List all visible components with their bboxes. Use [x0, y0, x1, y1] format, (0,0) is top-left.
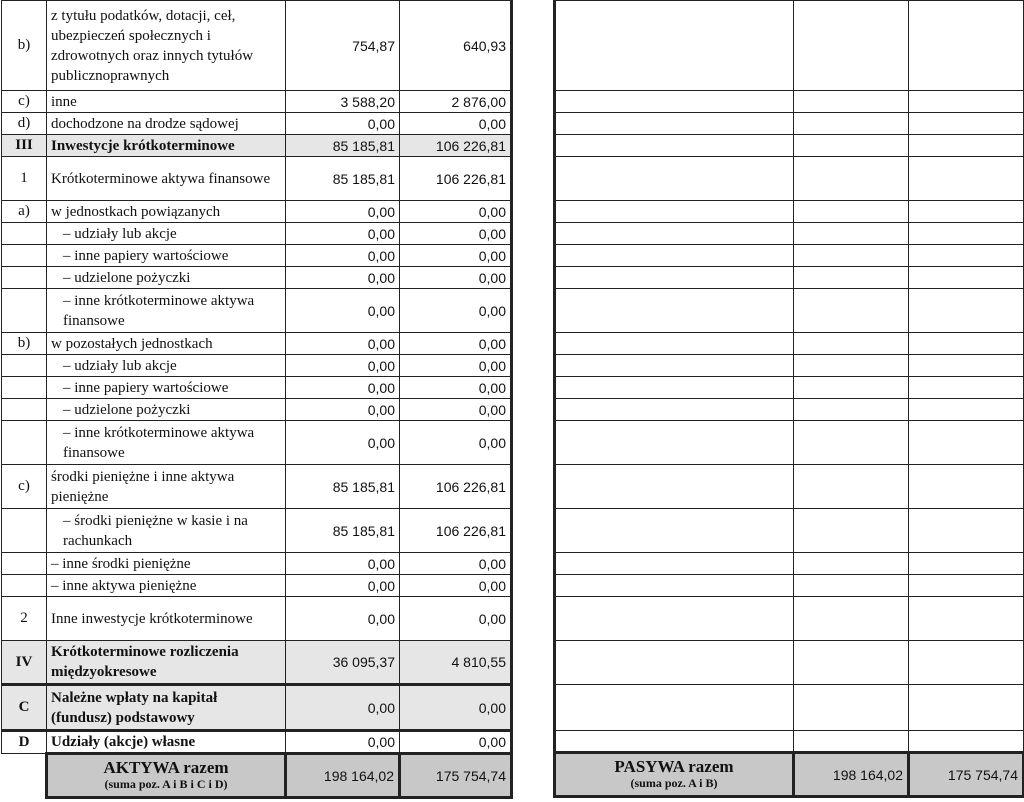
empty-cell: [794, 553, 909, 575]
table-row: [555, 289, 1024, 333]
value-previous: 0,00: [400, 245, 512, 267]
empty-cell: [794, 685, 909, 731]
value-previous: 0,00: [400, 575, 512, 597]
table-row: [555, 509, 1024, 553]
table-row: [2, 597, 512, 641]
table-row: [555, 553, 1024, 575]
empty-cell: [794, 641, 909, 685]
assets-total-title: AKTYWA razem: [103, 757, 229, 777]
value-current: 85 185,81: [286, 465, 400, 509]
value-current: 0,00: [286, 267, 400, 289]
row-description: [47, 377, 286, 399]
value-current: 0,00: [286, 223, 400, 245]
row-description: dochodzone na drodze sądowej: [47, 113, 286, 135]
empty-cell: [909, 575, 1024, 597]
table-row: [2, 223, 512, 245]
value-current: 85 185,81: [286, 157, 400, 201]
table-row: [2, 685, 512, 731]
row-label: IV: [2, 641, 47, 685]
row-description: [47, 399, 286, 421]
liabilities-table: [553, 0, 1024, 798]
value-current: 0,00: [286, 597, 400, 641]
empty-cell: [794, 465, 909, 509]
value-current: 0,00: [286, 289, 400, 333]
table-row: [2, 201, 512, 223]
row-label: c): [2, 91, 47, 113]
value-previous: 0,00: [400, 267, 512, 289]
value-current: 0,00: [286, 245, 400, 267]
row-label: b): [2, 333, 47, 355]
value-current: 0,00: [286, 333, 400, 355]
empty-cell: [555, 223, 794, 245]
table-row: [555, 355, 1024, 377]
row-description: w jednostkach powiązanych: [47, 201, 286, 223]
table-row: [555, 421, 1024, 465]
row-description: [47, 355, 286, 377]
row-description: w pozostałych jednostkach: [47, 333, 286, 355]
empty-cell: [909, 641, 1024, 685]
empty-cell: [555, 377, 794, 399]
row-description-text: – udzielone pożyczki: [63, 401, 191, 418]
table-row: [555, 685, 1024, 731]
row-label: c): [2, 465, 47, 509]
table-row: [2, 465, 512, 509]
empty-cell: [794, 223, 909, 245]
empty-cell: [909, 267, 1024, 289]
row-label: [2, 509, 47, 553]
table-row: [2, 553, 512, 575]
row-description-text: – inne papiery wartościowe: [63, 379, 229, 396]
empty-cell: [909, 465, 1024, 509]
value-previous: 0,00: [400, 377, 512, 399]
assets-total-current: 198 164,02: [286, 754, 400, 798]
value-previous: 0,00: [400, 421, 512, 465]
empty-cell: [909, 201, 1024, 223]
value-current: 3 588,20: [286, 91, 400, 113]
table-row: [555, 157, 1024, 201]
empty-cell: [794, 289, 909, 333]
empty-cell: [909, 399, 1024, 421]
value-previous: 106 226,81: [400, 157, 512, 201]
empty-cell: [794, 575, 909, 597]
empty-cell: [555, 731, 794, 753]
empty-cell: [794, 113, 909, 135]
value-current: 0,00: [286, 575, 400, 597]
empty-cell: [555, 289, 794, 333]
empty-cell: [909, 113, 1024, 135]
table-row: [2, 731, 512, 754]
empty-cell: [909, 509, 1024, 553]
row-description: Udziały (akcje) własne: [47, 731, 286, 754]
empty-cell: [555, 1, 794, 91]
table-row: [555, 1, 1024, 91]
table-row: [2, 399, 512, 421]
empty-cell: [555, 355, 794, 377]
empty-cell: [555, 685, 794, 731]
value-current: 0,00: [286, 113, 400, 135]
row-description-text: – inne krótkoterminowe aktywa finansowe: [63, 424, 255, 461]
row-label: [2, 575, 47, 597]
empty-cell: [909, 355, 1024, 377]
empty-cell: [794, 201, 909, 223]
empty-cell: [909, 685, 1024, 731]
empty-cell: [794, 91, 909, 113]
row-label: d): [2, 113, 47, 135]
table-row: [2, 333, 512, 355]
row-label: a): [2, 201, 47, 223]
value-current: 36 095,37: [286, 641, 400, 685]
table-row: [555, 731, 1024, 753]
empty-cell: [909, 597, 1024, 641]
empty-cell: [909, 245, 1024, 267]
value-previous: 0,00: [400, 731, 512, 754]
empty-cell: [794, 157, 909, 201]
empty-cell: [909, 553, 1024, 575]
empty-cell: [909, 289, 1024, 333]
value-previous: 0,00: [400, 223, 512, 245]
liabilities-total-previous: 175 754,74: [909, 753, 1024, 797]
table-row: [555, 333, 1024, 355]
assets-total-row: [2, 754, 512, 798]
row-description-text: – udziały lub akcje: [63, 225, 177, 242]
row-label: [2, 223, 47, 245]
empty-cell: [555, 201, 794, 223]
value-current: 0,00: [286, 421, 400, 465]
table-row: [2, 157, 512, 201]
value-previous: 2 876,00: [400, 91, 512, 113]
table-row: [2, 1, 512, 91]
empty-cell: [909, 135, 1024, 157]
empty-cell: [555, 135, 794, 157]
value-current: 0,00: [286, 399, 400, 421]
empty-cell: [555, 575, 794, 597]
row-description: Krótkoterminowe rozliczenia międzyokresowe: [47, 641, 286, 685]
empty-cell: [555, 91, 794, 113]
table-row: [2, 245, 512, 267]
value-previous: 4 810,55: [400, 641, 512, 685]
empty-cell: [794, 399, 909, 421]
empty-cell: [794, 509, 909, 553]
value-previous: 0,00: [400, 333, 512, 355]
empty-cell: [909, 333, 1024, 355]
value-current: 0,00: [286, 553, 400, 575]
empty-cell: [555, 157, 794, 201]
row-description: inne: [47, 91, 286, 113]
value-previous: 0,00: [400, 201, 512, 223]
row-description: Krótkoterminowe aktywa finansowe: [47, 157, 286, 201]
empty-cell: [909, 91, 1024, 113]
row-label: [2, 267, 47, 289]
empty-cell: [794, 377, 909, 399]
empty-cell: [555, 333, 794, 355]
row-label: 2: [2, 597, 47, 641]
empty-cell: [909, 731, 1024, 753]
row-label: [2, 289, 47, 333]
table-row: [2, 267, 512, 289]
row-description: z tytułu podatków, dotacji, ceł, ubezpieczeń społecznych i zdrowotnych oraz innych tytułów publicznoprawnych: [47, 1, 286, 91]
empty-cell: [555, 641, 794, 685]
assets-total-subtitle: (suma poz. A i B i C i D): [104, 776, 228, 791]
row-description: Inwestycje krótkoterminowe: [47, 135, 286, 157]
row-description: [47, 509, 286, 553]
assets-table: [1, 0, 513, 799]
empty-cell: [794, 731, 909, 753]
row-description: [47, 245, 286, 267]
table-row: [555, 575, 1024, 597]
empty-cell: [555, 553, 794, 575]
value-previous: 106 226,81: [400, 465, 512, 509]
row-description-text: – środki pieniężne w kasie i na rachunkach: [63, 512, 248, 549]
row-label: b): [2, 1, 47, 91]
liabilities-total-title: PASYWA razem: [614, 756, 734, 776]
value-previous: 106 226,81: [400, 509, 512, 553]
empty-cell: [794, 245, 909, 267]
table-row: [555, 267, 1024, 289]
table-row: [555, 641, 1024, 685]
row-description-text: – inne krótkoterminowe aktywa finansowe: [63, 292, 255, 329]
table-row: [2, 421, 512, 465]
row-description: [47, 421, 286, 465]
table-row: [555, 91, 1024, 113]
value-current: 0,00: [286, 201, 400, 223]
empty-cell: [555, 421, 794, 465]
empty-cell: [909, 157, 1024, 201]
table-row: [555, 201, 1024, 223]
empty-cell: [555, 267, 794, 289]
table-row: [2, 575, 512, 597]
row-label: C: [2, 685, 47, 731]
table-row: [555, 377, 1024, 399]
value-current: 85 185,81: [286, 135, 400, 157]
row-description: – inne aktywa pieniężne: [47, 575, 286, 597]
liabilities-total-current: 198 164,02: [794, 753, 909, 797]
row-label: [2, 399, 47, 421]
row-label: D: [2, 731, 47, 754]
table-row: [555, 245, 1024, 267]
row-label: [2, 377, 47, 399]
liabilities-total-row: [555, 753, 1024, 797]
row-label: III: [2, 135, 47, 157]
empty-cell: [555, 113, 794, 135]
value-previous: 0,00: [400, 399, 512, 421]
empty-cell: [794, 421, 909, 465]
table-row: [555, 113, 1024, 135]
empty-cell: [794, 355, 909, 377]
table-row: [2, 135, 512, 157]
row-description: [47, 223, 286, 245]
empty-cell: [794, 1, 909, 91]
row-description-text: – inne papiery wartościowe: [63, 247, 229, 264]
row-label: [2, 421, 47, 465]
table-row: [2, 641, 512, 685]
row-description-text: – udzielone pożyczki: [63, 269, 191, 286]
row-label: 1: [2, 157, 47, 201]
table-row: [555, 597, 1024, 641]
assets-total-label: [47, 754, 286, 798]
value-current: 0,00: [286, 355, 400, 377]
empty-cell: [555, 245, 794, 267]
row-description: środki pieniężne i inne aktywa pieniężne: [47, 465, 286, 509]
value-current: 85 185,81: [286, 509, 400, 553]
empty-cell: [909, 377, 1024, 399]
empty-cell: [794, 333, 909, 355]
row-description: Inne inwestycje krótkoterminowe: [47, 597, 286, 641]
empty-cell: [794, 597, 909, 641]
row-description: Należne wpłaty na kapitał (fundusz) podstawowy: [47, 685, 286, 731]
value-previous: 640,93: [400, 1, 512, 91]
empty-cell: [555, 465, 794, 509]
empty-cell: [794, 135, 909, 157]
row-label: [2, 553, 47, 575]
value-current: 0,00: [286, 377, 400, 399]
value-current: 0,00: [286, 731, 400, 754]
row-description: [47, 289, 286, 333]
table-row: [555, 223, 1024, 245]
assets-total-previous: 175 754,74: [400, 754, 512, 798]
value-previous: 0,00: [400, 597, 512, 641]
liabilities-total-subtitle: (suma poz. A i B): [630, 775, 718, 790]
value-previous: 0,00: [400, 113, 512, 135]
table-row: [2, 509, 512, 553]
row-description: – inne środki pieniężne: [47, 553, 286, 575]
table-row: [555, 465, 1024, 509]
empty-cell: [909, 1, 1024, 91]
table-row: [2, 113, 512, 135]
value-previous: 0,00: [400, 553, 512, 575]
empty-cell: [794, 267, 909, 289]
empty-cell: [555, 399, 794, 421]
empty-cell: [555, 597, 794, 641]
table-row: [2, 355, 512, 377]
table-row: [2, 91, 512, 113]
table-row: [555, 135, 1024, 157]
value-previous: 106 226,81: [400, 135, 512, 157]
table-row: [555, 399, 1024, 421]
liabilities-total-label: [555, 753, 794, 797]
value-current: 754,87: [286, 1, 400, 91]
row-label: [2, 355, 47, 377]
row-description: [47, 267, 286, 289]
blank-cell: [2, 754, 47, 798]
row-label: [2, 245, 47, 267]
row-description-text: – udziały lub akcje: [63, 357, 177, 374]
empty-cell: [909, 421, 1024, 465]
empty-cell: [555, 509, 794, 553]
value-current: 0,00: [286, 685, 400, 731]
empty-cell: [909, 223, 1024, 245]
value-previous: 0,00: [400, 289, 512, 333]
value-previous: 0,00: [400, 355, 512, 377]
table-row: [2, 377, 512, 399]
table-row: [2, 289, 512, 333]
value-previous: 0,00: [400, 685, 512, 731]
